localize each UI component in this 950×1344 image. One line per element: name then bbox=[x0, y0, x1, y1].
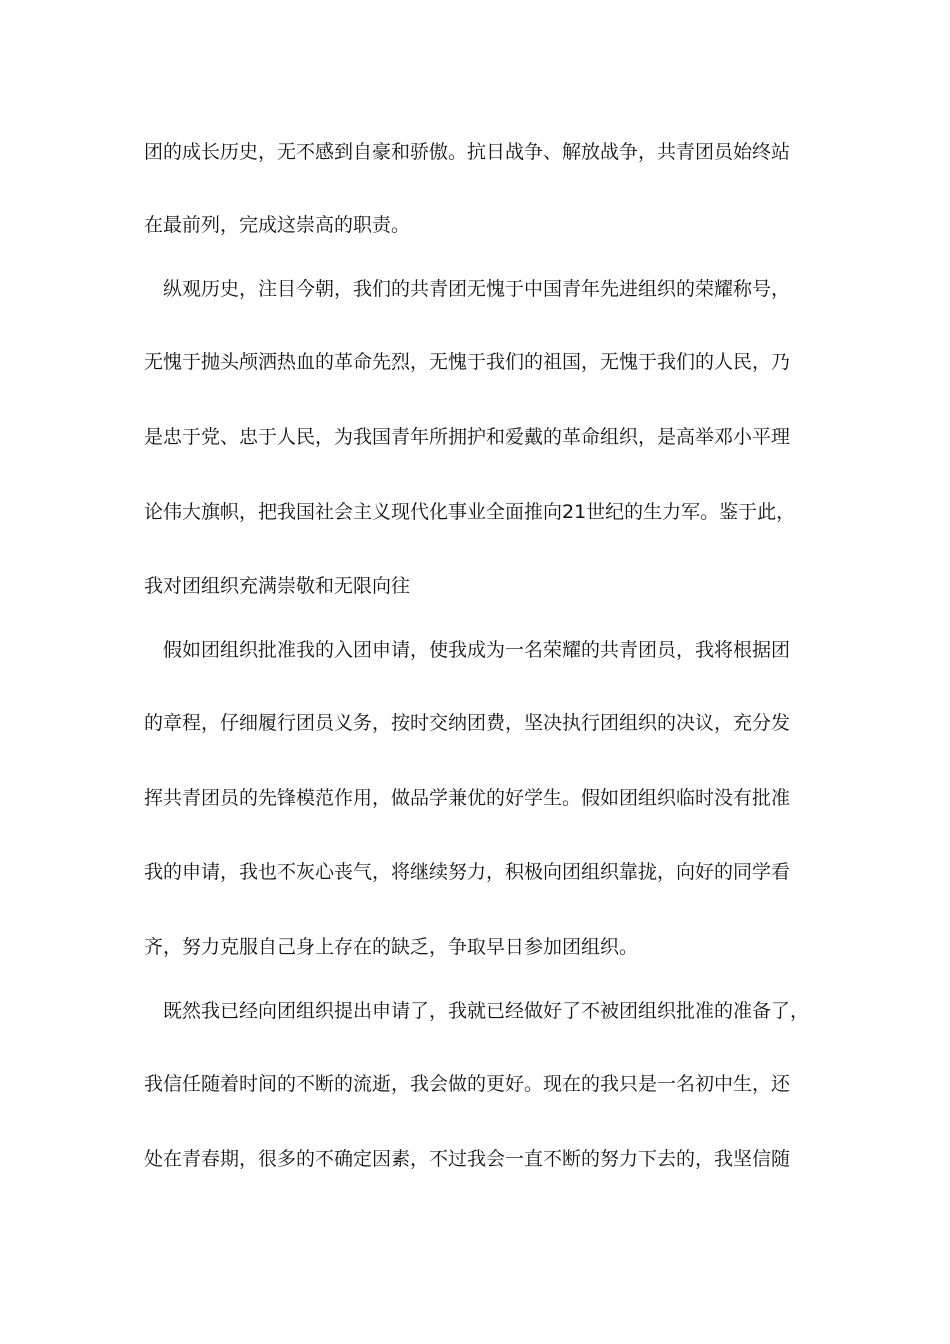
text-line: 挥共青团员的先锋模范作用，做品学兼优的好学生。假如团组织临时没有批准 bbox=[144, 787, 791, 809]
text-line: 在最前列，完成这崇高的职责。 bbox=[144, 214, 411, 236]
paragraph-start-line: 既然我已经向团组织提出申请了，我就已经做好了不被团组织批准的准备了， bbox=[163, 1000, 810, 1022]
text-line: 我对团组织充满崇敬和无限向往 bbox=[144, 575, 411, 597]
text-line: 论伟大旗帜，把我国社会主义现代化事业全面推向21世纪的生力军。鉴于此， bbox=[144, 501, 796, 523]
text-line: 处在青春期，很多的不确定因素，不过我会一直不断的努力下去的，我坚信随 bbox=[144, 1148, 791, 1170]
paragraph-start-line: 假如团组织批准我的入团申请，使我成为一名荣耀的共青团员，我将根据团 bbox=[163, 639, 791, 661]
text-line: 无愧于抛头颅洒热血的革命先烈，无愧于我们的祖国，无愧于我们的人民，乃 bbox=[144, 351, 791, 373]
text-line: 我信任随着时间的不断的流逝，我会做的更好。现在的我只是一名初中生，还 bbox=[144, 1073, 791, 1095]
text-line: 我的申请，我也不灰心丧气，将继续努力，积极向团组织靠拢，向好的同学看 bbox=[144, 861, 791, 883]
paragraph-start-line: 纵观历史，注目今朝，我们的共青团无愧于中国青年先进组织的荣耀称号， bbox=[163, 278, 791, 300]
text-line: 的章程，仔细履行团员义务，按时交纳团费，坚决执行团组织的决议，充分发 bbox=[144, 712, 791, 734]
text-line: 团的成长历史，无不感到自豪和骄傲。抗日战争、解放战争，共青团员始终站 bbox=[144, 141, 791, 163]
text-line: 是忠于党、忠于人民，为我国青年所拥护和爱戴的革命组织，是高举邓小平理 bbox=[144, 426, 791, 448]
text-line: 齐，努力克服自己身上存在的缺乏，争取早日参加团组织。 bbox=[144, 936, 639, 958]
